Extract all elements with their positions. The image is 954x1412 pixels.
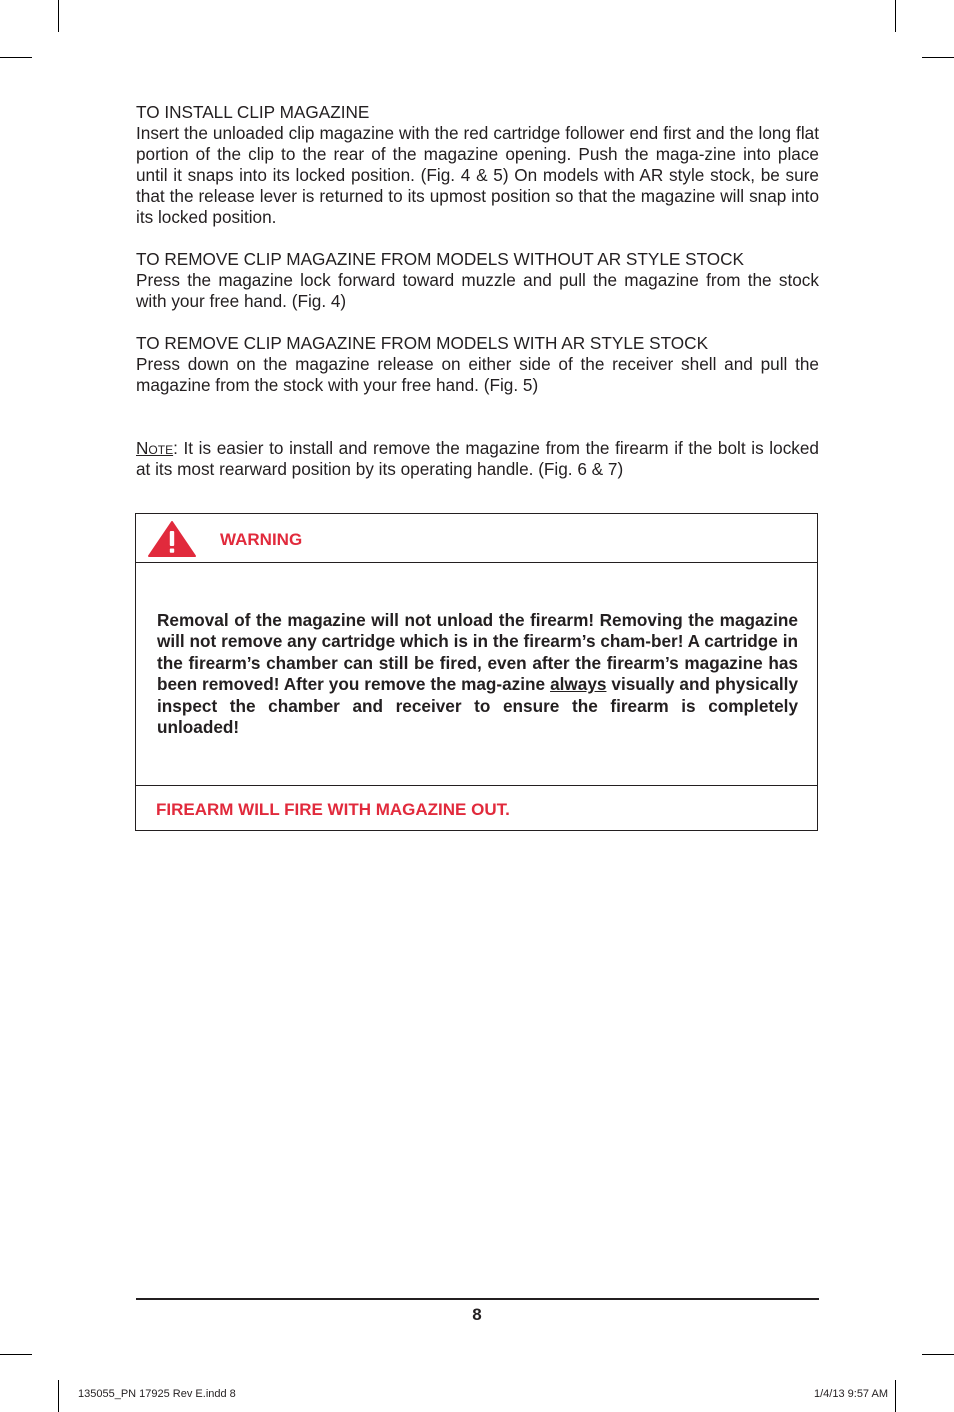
- warning-body-text: Removal of the magazine will not unload the firearm! Removing the magazine will not remove any cartridge which is in the firearm’s cham-ber! A cartridge in the firearm’s chamber can still be fired, even after the firearm’s magazine has been removed! After you remove the mag-azine: [157, 610, 798, 695]
- crop-mark: [895, 1380, 896, 1412]
- warning-footer: [136, 785, 817, 832]
- slug-filename: 135055_PN 17925 Rev E.indd 8: [78, 1388, 236, 1400]
- crop-mark: [922, 57, 954, 58]
- note-paragraph: [136, 438, 819, 480]
- section-remove-with-ar: [136, 333, 819, 396]
- crop-mark: [922, 1354, 954, 1355]
- crop-mark: [0, 57, 32, 58]
- warning-body: [157, 610, 798, 738]
- footer-rule: [136, 1298, 819, 1300]
- warning-footer-text: FIREARM WILL FIRE WITH MAGAZINE OUT.: [156, 800, 510, 819]
- warning-triangle-icon: [147, 520, 197, 558]
- section-body: Press the magazine lock forward toward muzzle and pull the magazine from the stock with your free hand. (Fig. 4): [136, 270, 819, 311]
- note-text: : It is easier to install and remove the magazine from the firearm if the bolt is locked at its most rearward position by its operating handle. (Fig. 6 & 7): [136, 438, 819, 479]
- section-heading: TO REMOVE CLIP MAGAZINE FROM MODELS WITHOUT AR STYLE STOCK: [136, 249, 745, 269]
- crop-mark: [58, 1380, 59, 1412]
- section-heading: TO REMOVE CLIP MAGAZINE FROM MODELS WITH AR STYLE STOCK: [136, 333, 709, 353]
- warning-title: WARNING: [220, 530, 303, 549]
- main-content: [136, 102, 819, 497]
- crop-mark: [895, 0, 896, 32]
- section-remove-without-ar: [136, 249, 819, 312]
- warning-header: [136, 514, 817, 563]
- warning-body-text: visually and physically inspect the chamber and receiver to ensure the firearm is completely unloaded!: [157, 674, 799, 738]
- section-install: [136, 102, 819, 228]
- crop-mark: [0, 1354, 32, 1355]
- section-body: Press down on the magazine release on either side of the receiver shell and pull the magazine from the stock with your free hand. (Fig. 5): [136, 354, 819, 395]
- section-heading: TO INSTALL CLIP MAGAZINE: [136, 102, 370, 122]
- warning-box: [135, 513, 818, 831]
- slug-timestamp: 1/4/13 9:57 AM: [814, 1388, 888, 1400]
- section-body: Insert the unloaded clip magazine with the red cartridge follower end first and the long flat portion of the clip to the rear of the magazine opening. Push the maga-zine into place until it snaps into its locked position. (Fig. 4 & 5) On models with AR style stock, be sure that the release lever is returned to its upmost position so that the magazine will snap into its locked position.: [136, 123, 819, 227]
- note-label: Note: [136, 438, 174, 458]
- warning-emphasis: always: [550, 674, 607, 695]
- page-number: 8: [472, 1305, 482, 1324]
- crop-mark: [58, 0, 59, 32]
